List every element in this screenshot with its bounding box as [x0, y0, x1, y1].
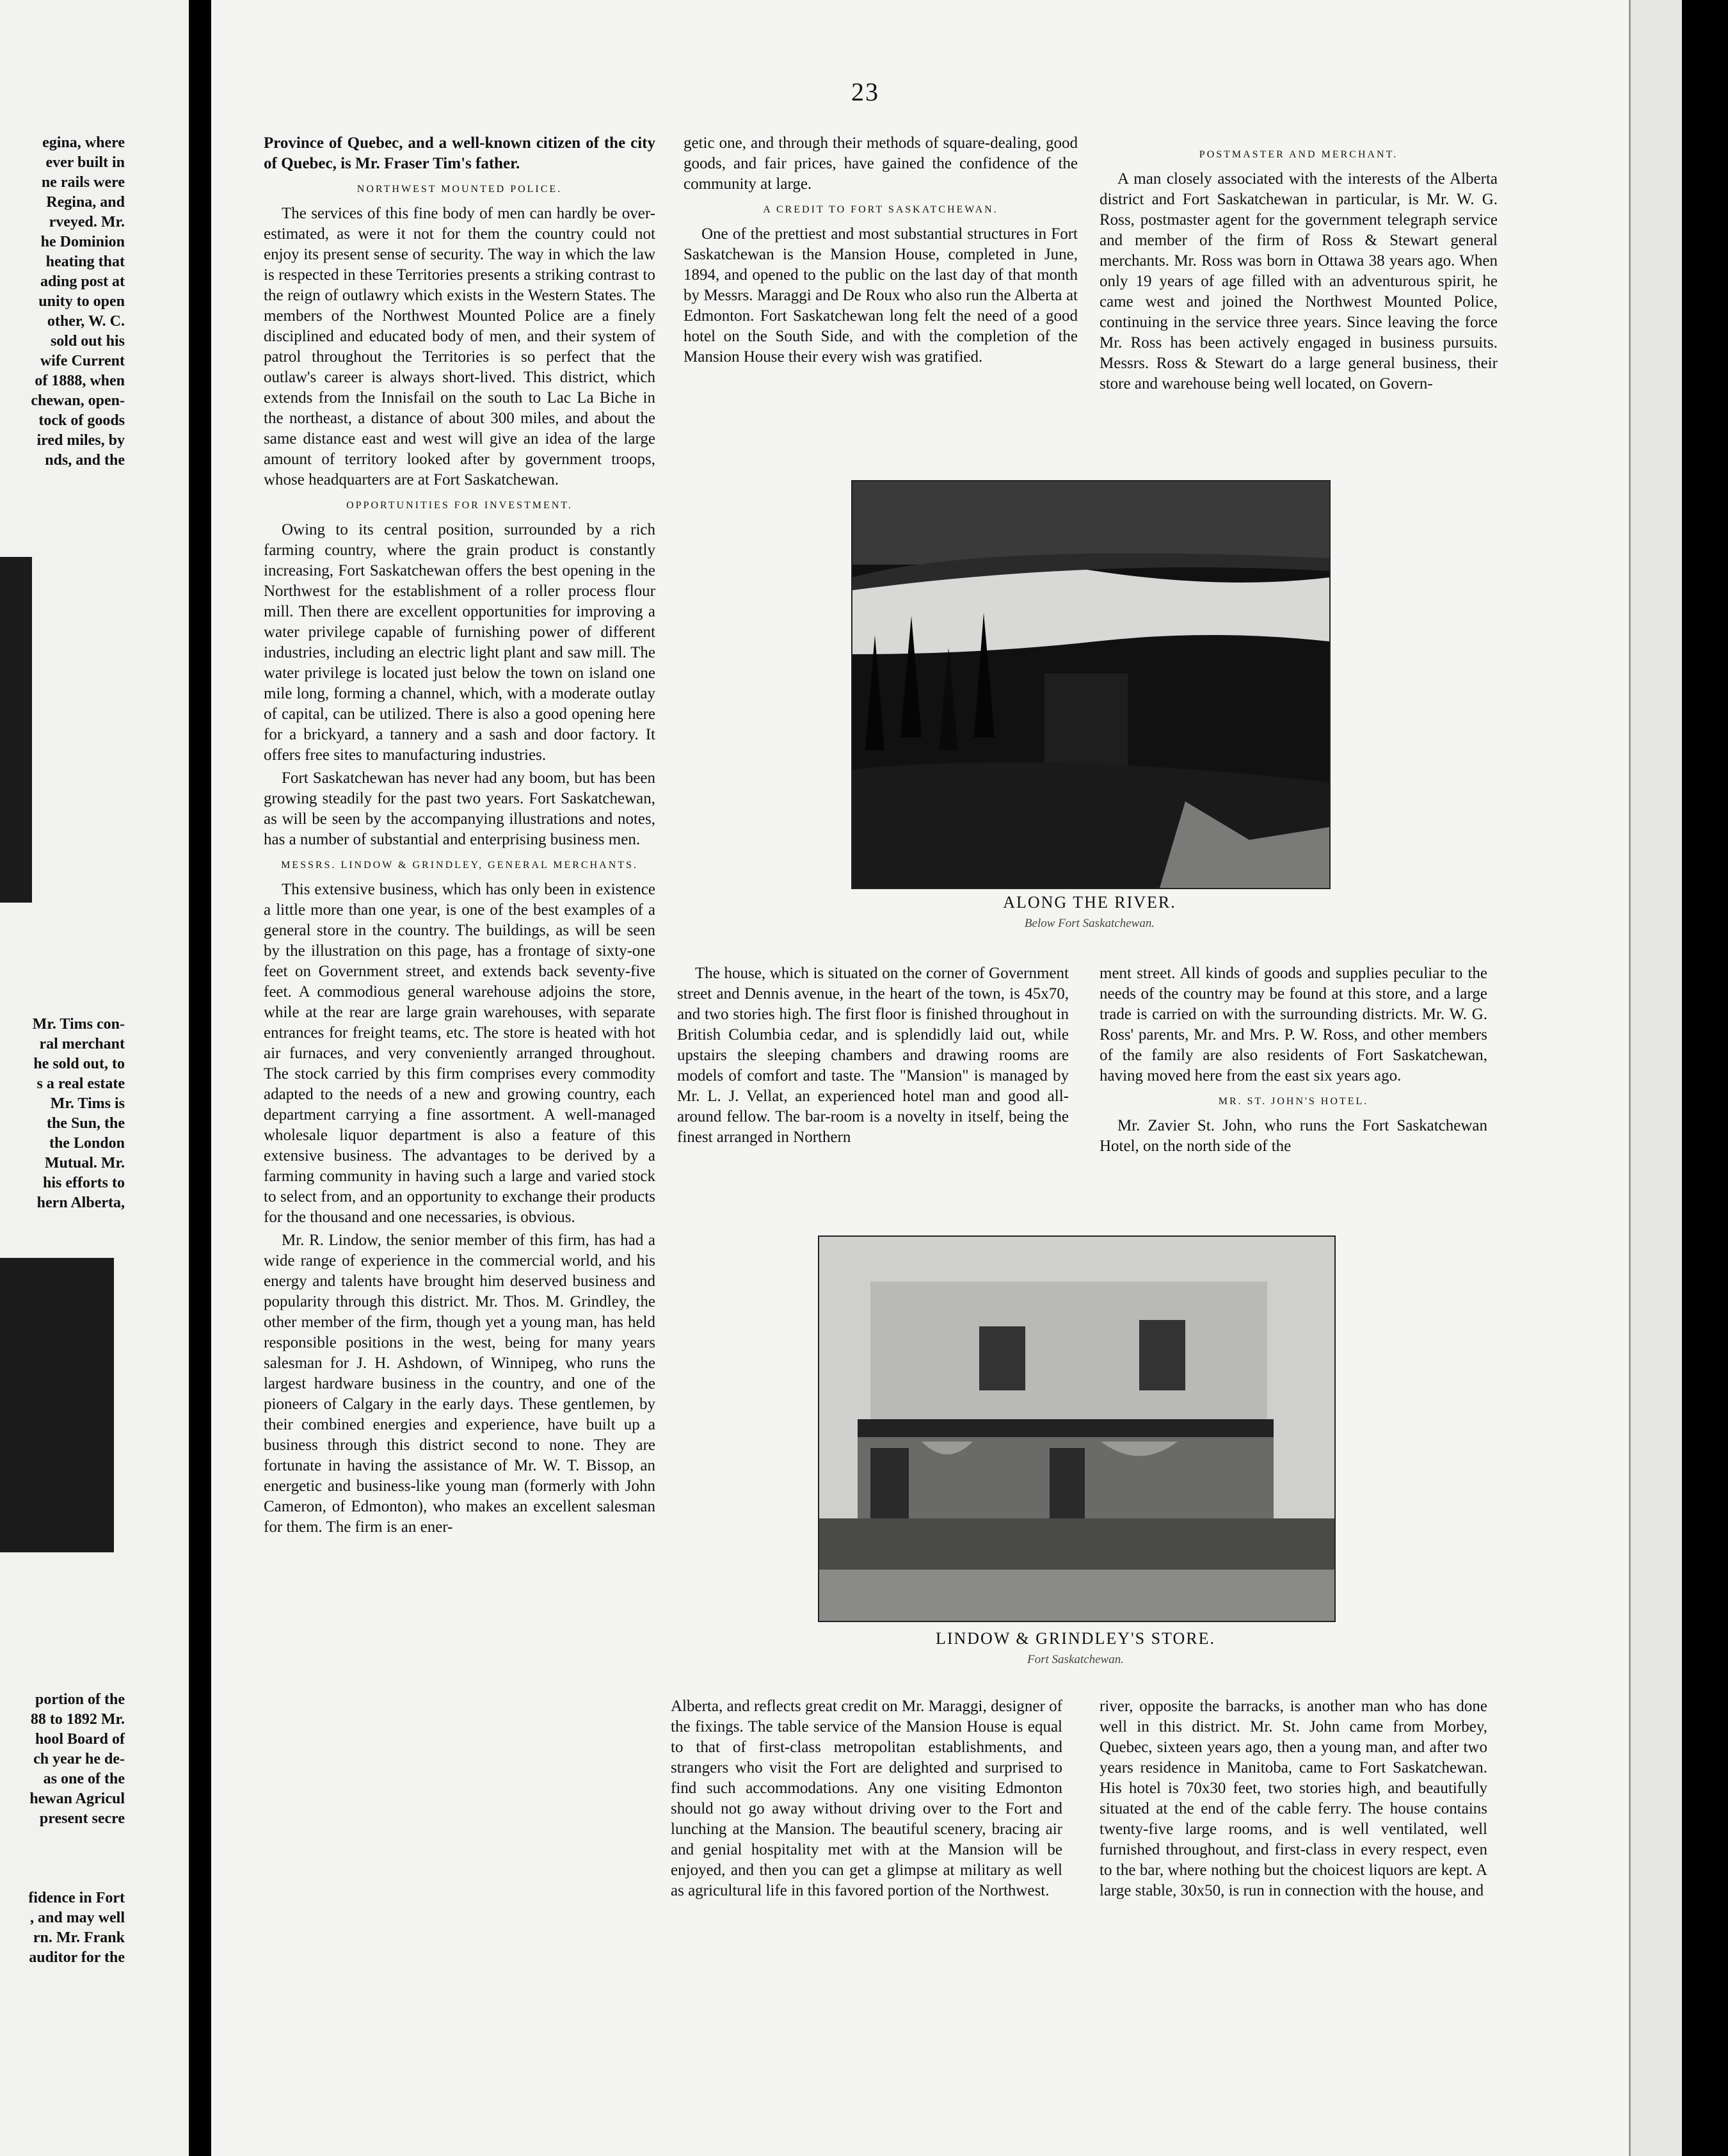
along-the-river-photo [851, 480, 1331, 889]
prev-page-line: unity to open [38, 293, 125, 310]
prev-page-line: wife Current [40, 353, 125, 369]
prev-page-line: nds, and the [45, 452, 125, 469]
prev-page-line: tock of goods [38, 412, 125, 429]
prev-page-line: other, W. C. [47, 313, 125, 330]
prev-page-line: hern Alberta, [36, 1195, 125, 1211]
credit-text: One of the prettiest and most substantial structures in Fort Saskatchewan is the Mansion House, completed in June, 1894, and opened to the public on the last day of that month by Messrs. Maraggi and De Roux who also run the Alberta at Edmonton. Fort Saskatchewan long felt the need of a good hotel on the South Side, and with the completion of the Mansion House their every wish was gratified. [684, 225, 1078, 366]
postmaster-heading: POSTMASTER AND MERCHANT. [1199, 149, 1398, 160]
page-number: 23 [851, 77, 879, 106]
column-2-middle [677, 963, 1069, 1150]
prev-page-line: auditor for the [29, 1949, 125, 1966]
prev-page-line: hool Board of [35, 1731, 125, 1748]
police-text: The services of this fine body of men can hardly be over-estimated, as were it not for them the country could not enjoy its present sense of security. The way in which the law is respected in these Territories presents a striking contrast to the reign of outlawry which exists in the Western States. The members of the Northwest Mounted Police are a finely disciplined and educated body of men, and their system of patrol throughout the Territories is so perfect that the outlaw's career is always short-lived. This district, which extends from the Innisfail on the south to Lac La Biche in the northeast, a distance of about 300 miles, and about the same distance east and west will give an idea of the large amount of territory looked after by government troops, whose headquarters are at Fort Saskatchewan. [264, 205, 655, 488]
prev-page-line: 88 to 1892 Mr. [30, 1711, 125, 1728]
previous-page-fragment [0, 0, 189, 2156]
column-2-top [684, 133, 1078, 370]
prev-page-end-text [0, 1888, 125, 1968]
hotel-continued-text: river, opposite the barracks, is another man who has done well in this district. Mr. St. John came from Morbey, Quebec, sixteen years ago, then a young man, and after two years residence in Manitoba, came to Fort Saskatchewan. His hotel is 70x30 feet, two stories high, and beautifully situated at the end of the cable ferry. The house contains twenty-five large rooms, and is well ventilated, well furnished throughout, and first-class in every respect, even to the bar, where nothing but the choicest liquors are kept. A large stable, 30x50, is run in connection with the house, and [1100, 1698, 1487, 1899]
prev-page-line: Mutual. Mr. [44, 1155, 125, 1171]
investment-text-1: Owing to its central position, surrounded by a rich farming country, where the grain product is constantly increasing, Fort Saskatchewan offers the best opening in the Northwest for the establishment of a roller process flour mill. Then there are excellent opportunities for improving a water privilege capable of furnishing power of different industries, including an electric light plant and saw mill. The water privilege is located just below the town on island one mile long, forming a channel, which, with a moderate outlay of capital, can be utilized. There is also a good opening here for a brickyard, a tannery and a sash and door factory. It offers free sites to manufacturing industries. [264, 521, 655, 764]
prev-page-line: hewan Agricul [29, 1790, 125, 1807]
investment-heading: OPPORTUNITIES FOR INVESTMENT. [346, 500, 573, 511]
store-photo-caption: LINDOW & GRINDLEY'S STORE. [935, 1629, 1216, 1648]
lindow-text-2: Mr. R. Lindow, the senior member of this firm, has had a wide range of experience in the commercial world, and his energy and talents have brought him deserved business and popularity through this district. Mr. Thos. M. Grindley, the other member of the firm, though yet a young man, has held responsible positions in the west, being for many years salesman for J. H. Ashdown, of Winnipeg, who runs the largest hardware business in the country, and one of the pioneers of Calgary in the early days. These gentlemen, by their combined energies and experience, have built up a business through this district second to none. They are fortunate in having the assistance of Mr. W. T. Bissop, an energetic and business-like young man (formerly with John Cameron, of Edmonton), who makes an excellent salesman for them. The firm is an ener- [264, 1232, 655, 1536]
column-1 [264, 133, 655, 1540]
prev-page-line: heating that [45, 253, 125, 270]
prev-page-line: as one of the [43, 1771, 125, 1787]
police-heading: NORTHWEST MOUNTED POLICE. [356, 184, 563, 195]
mansion-house-text: The house, which is situated on the corner of Government street and Dennis avenue, in the heart of the town, is 45x70, and two stories high. The first floor is finished throughout in British Columbia cedar, and is splendidly laid out, while upstairs the sleeping chambers and drawing rooms are models of comfort and taste. The "Mansion" is managed by Mr. L. J. Vellat, an experienced hotel man and good all-around fellow. The bar-room is a novelty in itself, being the finest arranged in Northern [677, 965, 1069, 1146]
prev-page-line: rn. Mr. Frank [33, 1929, 125, 1946]
prev-page-line: ired miles, by [36, 432, 125, 449]
prev-page-line: ne rails were [41, 174, 125, 191]
investment-text-2: Fort Saskatchewan has never had any boom, but has been growing steadily for the past two years. Fort Saskatchewan, as will be seen by the accompanying illustrations and notes, has a number of substantial and enterprising business men. [264, 769, 655, 848]
prev-page-line: Mr. Tims con- [32, 1016, 125, 1033]
river-landscape-image [852, 481, 1329, 888]
prev-page-line: sold out his [50, 333, 125, 350]
prev-page-line: ading post at [40, 273, 125, 290]
prev-page-line: his efforts to [43, 1175, 125, 1191]
hotel-text: Mr. Zavier St. John, who runs the Fort Saskatchewan Hotel, on the north side of the [1100, 1117, 1487, 1155]
column-3-bottom [1100, 1696, 1487, 1904]
prev-page-middle-text [0, 1015, 125, 1213]
prev-page-photo-top [0, 557, 32, 903]
prev-page-line: he sold out, to [33, 1056, 125, 1072]
ross-store-text: ment street. All kinds of goods and supplies peculiar to the needs of the country may be found at this store, and a large trade is carried on with the surrounding districts. Mr. W. G. Ross' parents, Mr. and Mrs. P. W. Ross, and other members of the family are also residents of Fort Saskatchewan, having moved here from the east six years ago. [1100, 965, 1487, 1084]
lindow-text-1: This extensive business, which has only been in existence a little more than one year, is one of the best examples of a general store in the country. The buildings, as will be seen by the illustration on this page, has a frontage of sixty-one feet on Government street, and extends back seventy-five feet. A commodious general warehouse adjoins the store, while at the rear are large grain warehouses, with separate entrances for freight teams, etc. The store is heated with hot air furnaces, and very conveniently arranged throughout. The stock carried by this firm comprises every commodity adapted to the needs of a new and growing country, each department carrying a fine assortment. A well-managed wholesale liquor department is also a feature of this extensive business. The advantages to be derived by a farming community in having such a large and varied stock to select from, and an opportunity to exchange their products for the thousand and one necessaries, is obvious. [264, 881, 655, 1226]
prev-page-line: ever built in [45, 154, 125, 171]
column-2-bottom [671, 1696, 1062, 1904]
credit-heading: A CREDIT TO FORT SASKATCHEWAN. [763, 204, 998, 215]
prev-page-bottom-text [0, 1690, 125, 1829]
column2-opening: getic one, and through their methods of square-dealing, good goods, and fair prices, have gained the confidence of the community at large. [684, 134, 1078, 193]
river-photo-subcaption: Below Fort Saskatchewan. [1024, 917, 1155, 930]
prev-page-line: he Dominion [40, 234, 125, 250]
prev-page-line: of 1888, when [35, 373, 125, 389]
prev-page-line: ch year he de- [33, 1751, 125, 1767]
column1-opening: Province of Quebec, and a well-known citizen of the city of Quebec, is Mr. Fraser Tim's father. [264, 134, 655, 172]
prev-page-line: present secre [39, 1810, 125, 1827]
prev-page-line: the Sun, the [46, 1115, 125, 1132]
store-building-image [819, 1237, 1334, 1621]
prev-page-line: portion of the [35, 1691, 125, 1708]
prev-page-line: ral merchant [39, 1036, 125, 1052]
prev-page-line: the London [49, 1135, 125, 1152]
prev-page-line: , and may well [29, 1910, 125, 1926]
prev-page-line: chewan, open- [31, 392, 125, 409]
mansion-house-continued-text: Alberta, and reflects great credit on Mr. Maraggi, designer of the fixings. The table service of the Mansion House is equal to that of first-class metropolitan establishments, and strangers who visit the Fort are delighted and surprised to find such accommodations. Any one visiting Edmonton should not go away without driving over to the Fort and lunching at the Mansion. The beautiful scenery, bracing air and genial hospitality met with at the Mansion will be enjoyed, and then you can get a glimpse at military as well as agricultural life in this favored portion of the Northwest. [671, 1698, 1062, 1899]
column-3-top [1100, 140, 1498, 397]
store-photo-subcaption: Fort Saskatchewan. [1027, 1653, 1124, 1666]
hotel-heading: MR. ST. JOHN'S HOTEL. [1218, 1096, 1369, 1107]
page-edge-strip [1629, 0, 1682, 2156]
prev-page-line: fidence in Fort [28, 1890, 125, 1906]
prev-page-line: Regina, and [46, 194, 125, 211]
prev-page-line: Mr. Tims is [50, 1095, 125, 1112]
prev-page-line: egina, where [42, 134, 125, 151]
postmaster-text: A man closely associated with the interests of the Alberta district and Fort Saskatchewan in particular, is Mr. W. G. Ross, postmaster agent for the government telegraph service and member of the firm of Ross & Stewart general merchants. Mr. Ross was born in Ottawa 38 years ago. When only 19 years of age filled with an adventurous spirit, he came west and joined the Northwest Mounted Police, continuing in the service three years. Since leaving the force Mr. Ross has been actively engaged in business pursuits. Messrs. Ross & Stewart do a large general business, their store and warehouse being well located, on Govern- [1100, 170, 1498, 392]
prev-page-photo-bottom [0, 1258, 114, 1552]
prev-page-line: s a real estate [36, 1075, 125, 1092]
lindow-heading: MESSRS. LINDOW & GRINDLEY, GENERAL MERCHANTS. [281, 860, 638, 871]
river-photo-caption: ALONG THE RIVER. [1003, 893, 1176, 912]
prev-page-top-text [0, 133, 125, 471]
lindow-grindley-store-photo [818, 1235, 1336, 1622]
column-3-middle [1100, 963, 1487, 1159]
prev-page-line: rveyed. Mr. [49, 214, 125, 230]
